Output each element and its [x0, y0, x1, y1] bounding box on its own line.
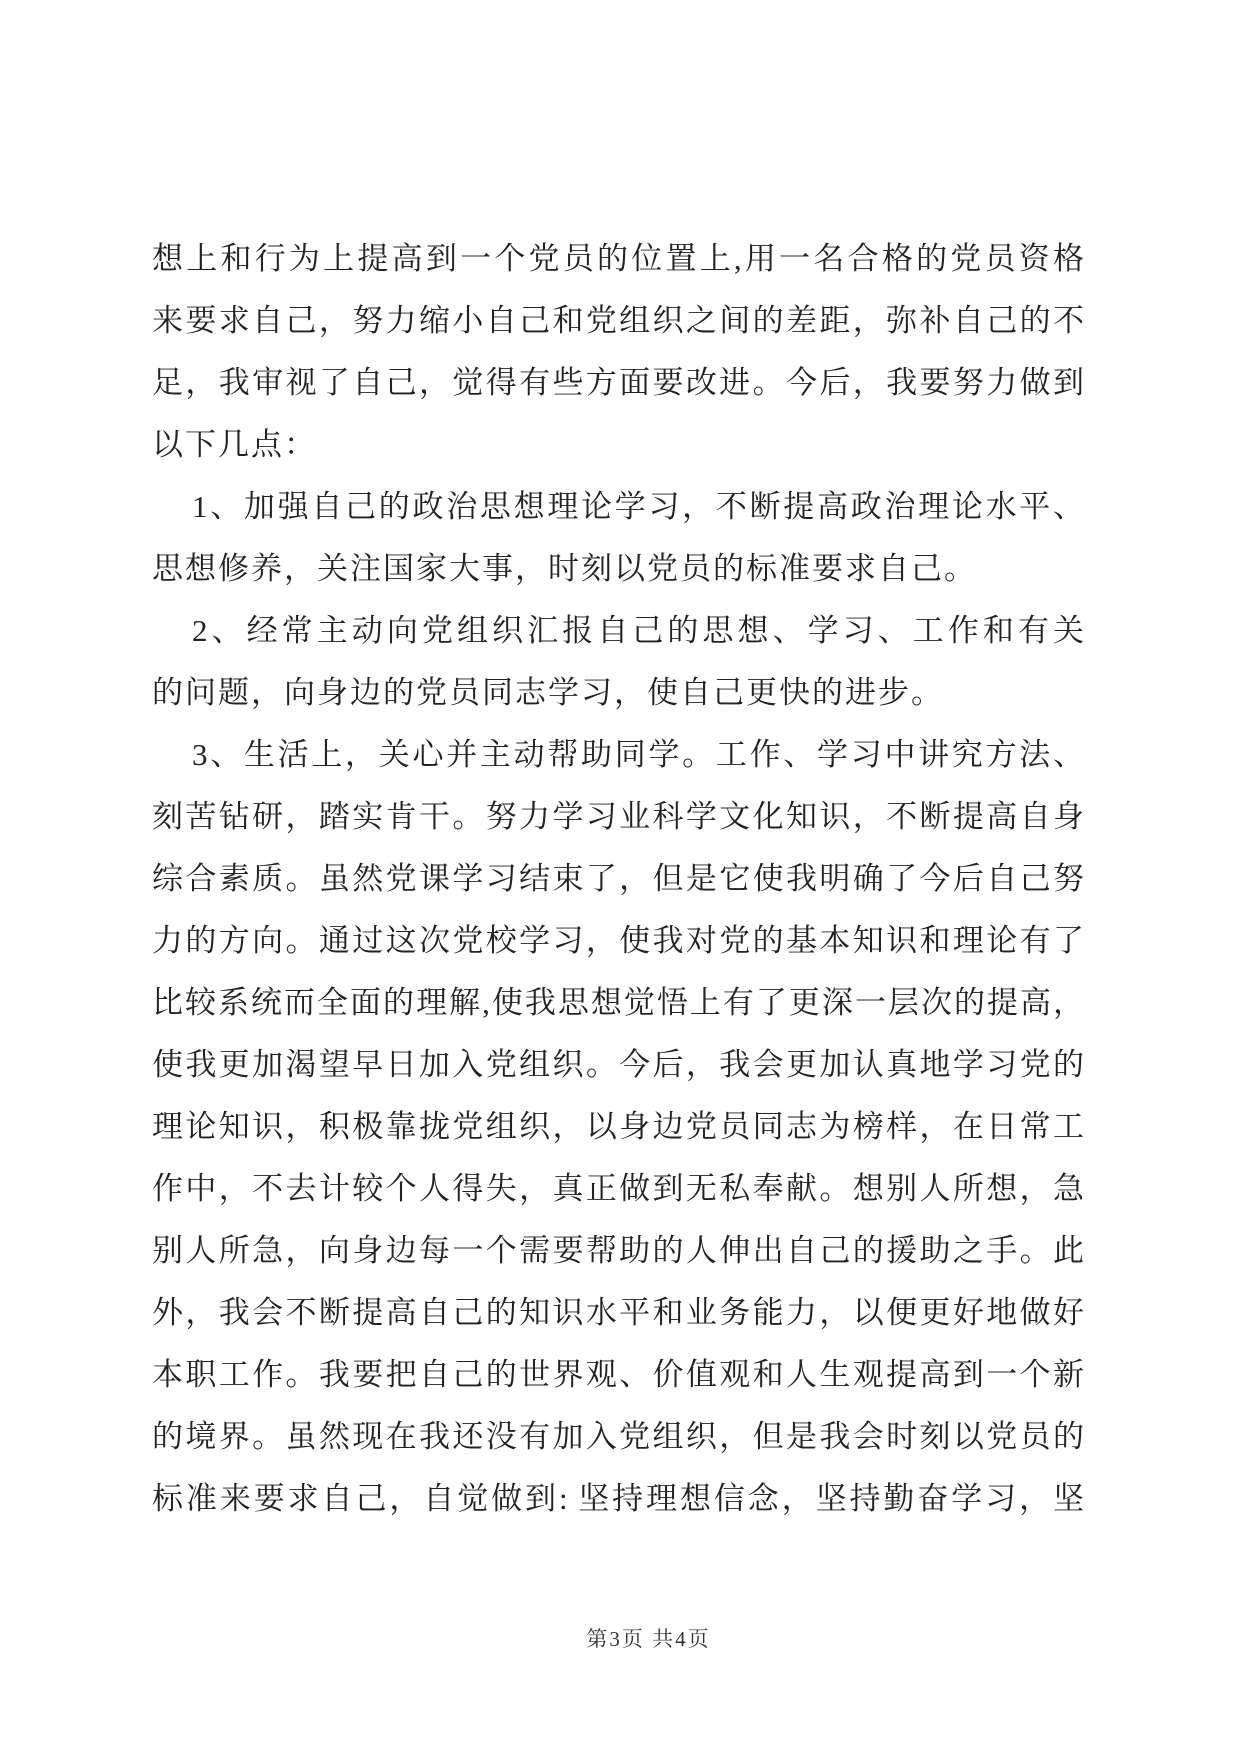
text-line: 作中，不去计较个人得失，真正做到无私奉献。想别人所想，急: [152, 1171, 1084, 1206]
text-line: 外，我会不断提高自己的知识水平和业务能力，以便更好地做好: [152, 1295, 1084, 1330]
text-line: 以下几点：: [152, 427, 317, 462]
text-line: 别人所急，向身边每一个需要帮助的人伸出自己的援助之手。此: [152, 1233, 1084, 1268]
page-number-text: 第3页 共4页: [586, 1627, 711, 1651]
text-line: 来要求自己，努力缩小自己和党组织之间的差距，弥补自己的不: [152, 303, 1084, 338]
text-line: 2、经常主动向党组织汇报自己的思想、学习、工作和有关: [192, 613, 1084, 648]
text-line: 理论知识，积极靠拢党组织，以身边党员同志为榜样，在日常工: [152, 1109, 1084, 1144]
text-line: 刻苦钻研，踏实肯干。努力学习业科学文化知识，不断提高自身: [152, 799, 1084, 834]
text-line: 1、加强自己的政治思想理论学习，不断提高政治理论水平、: [192, 489, 1084, 524]
text-line: 综合素质。虽然党课学习结束了，但是它使我明确了今后自己努: [152, 861, 1084, 896]
text-line: 想上和行为上提高到一个党员的位置上,用一名合格的党员资格: [152, 241, 1084, 276]
text-line: 3、生活上，关心并主动帮助同学。工作、学习中讲究方法、: [192, 737, 1084, 772]
text-line: 标准来要求自己，自觉做到: 坚持理想信念，坚持勤奋学习，坚: [152, 1481, 1084, 1516]
text-line: 使我更加渴望早日加入党组织。今后，我会更加认真地学习党的: [152, 1047, 1084, 1082]
text-line: 足，我审视了自己，觉得有些方面要改进。今后，我要努力做到: [152, 365, 1084, 400]
page-footer: [0, 1624, 1241, 1654]
page-body-text: [152, 228, 1084, 1530]
text-line: 本职工作。我要把自己的世界观、价值观和人生观提高到一个新: [152, 1357, 1084, 1392]
text-line: 的境界。虽然现在我还没有加入党组织，但是我会时刻以党员的: [152, 1419, 1084, 1454]
text-line: 力的方向。通过这次党校学习，使我对党的基本知识和理论有了: [152, 923, 1084, 958]
text-line: 的问题，向身边的党员同志学习，使自己更快的进步。: [152, 675, 944, 710]
text-line: 比较系统而全面的理解,使我思想觉悟上有了更深一层次的提高，: [152, 985, 1084, 1020]
text-line: 思想修养，关注国家大事，时刻以党员的标准要求自己。: [152, 551, 977, 586]
